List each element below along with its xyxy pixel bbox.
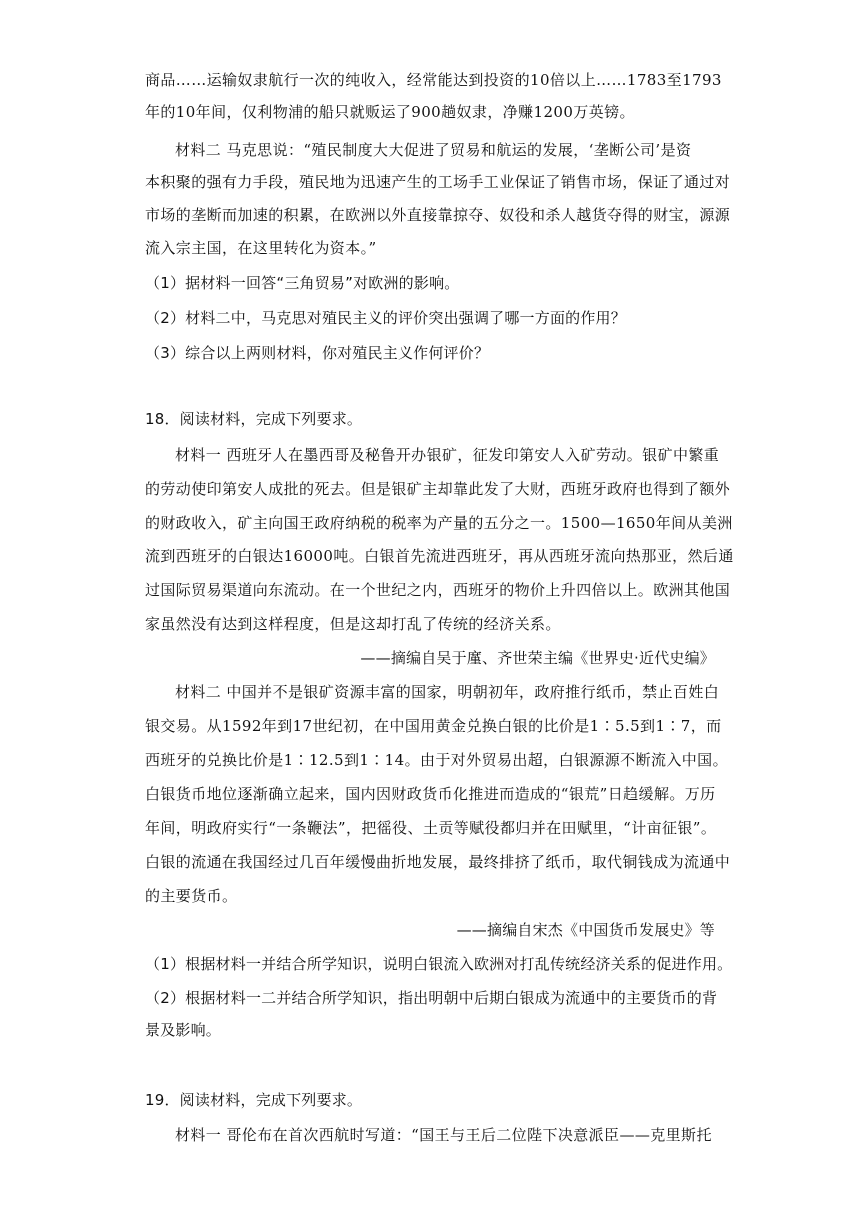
- text-line: 流到西班牙的白银达16000吨。白银首先流进西班牙，再从西班牙流向热那亚，然后通: [145, 547, 734, 565]
- text-line: 西班牙的兑换比价是1∶12.5到1∶14。由于对外贸易出超，白银源源不断流入中国。: [145, 751, 728, 769]
- text-line: 白银货币地位逐渐确立起来，国内因财政货币化推进而造成的“银荒”日趋缓解。万历: [145, 785, 716, 803]
- text-line: 材料二 马克思说：“殖民制度大大促进了贸易和航运的发展，‘垄断公司’是资: [175, 141, 692, 159]
- text-line: 本积聚的强有力手段，殖民地为迅速产生的工场手工业保证了销售市场，保证了通过对: [145, 173, 731, 191]
- question-1: （1）据材料一回答“三角贸易”对欧洲的影响。: [145, 274, 460, 292]
- text-line: 材料一 西班牙人在墨西哥及秘鲁开办银矿，征发印第安人入矿劳动。银矿中繁重: [175, 446, 720, 464]
- text-line: 材料二 中国并不是银矿资源丰富的国家，明朝初年，政府推行纸币，禁止百姓白: [175, 683, 720, 701]
- text-line: 的财政收入，矿主向国王政府纳税的税率为产量的五分之一。1500—1650年间从美洲: [145, 514, 733, 532]
- text-line: 银交易。从1592年到17世纪初，在中国用黄金兑换白银的比价是1∶5.5到1∶7，而: [145, 717, 722, 735]
- text-line: 材料一 哥伦布在首次西航时写道：“国王与王后二位陛下决意派臣——克里斯托: [175, 1126, 712, 1144]
- text-line: 流入宗主国，在这里转化为资本。”: [145, 239, 377, 257]
- text-line: 市场的垄断而加速的积累，在欧洲以外直接靠掠夺、奴役和杀人越货夺得的财宝，源源: [145, 206, 731, 224]
- question-3: （3）综合以上两则材料，你对殖民主义作何评价？: [145, 344, 490, 362]
- text-line: 的劳动使印第安人成批的死去。但是银矿主却靠此发了大财，西班牙政府也得到了额外: [145, 480, 731, 498]
- question-2: （2）根据材料一二并结合所学知识，指出明朝中后期白银成为流通中的主要货币的背: [145, 989, 718, 1007]
- text-line: 年的10年间，仅利物浦的船只就贩运了900趟奴隶，净赚1200万英镑。: [145, 103, 635, 121]
- text-line: 家虽然没有达到这样程度，但是这却打乱了传统的经济关系。: [145, 615, 561, 633]
- question-19-heading: 19．阅读材料，完成下列要求。: [145, 1091, 363, 1109]
- question-2: （2）材料二中，马克思对殖民主义的评价突出强调了哪一方面的作用？: [145, 309, 626, 327]
- text-line: 白银的流通在我国经过几百年缓慢曲折地发展，最终排挤了纸币，取代铜钱成为流通中: [145, 853, 731, 871]
- text-line: 的主要货币。: [145, 887, 238, 905]
- question-18-heading: 18．阅读材料，完成下列要求。: [145, 410, 363, 428]
- question-1: （1）根据材料一并结合所学知识，说明白银流入欧洲对打乱传统经济关系的促进作用。: [145, 955, 733, 973]
- text-line: 景及影响。: [145, 1021, 222, 1039]
- text-line: 年间，明政府实行“一条鞭法”，把徭役、土贡等赋役都归并在田赋里，“计亩征银”。: [145, 819, 717, 837]
- source-citation: ——摘编自吴于廑、齐世荣主编《世界史·近代史编》: [360, 649, 715, 667]
- source-citation: ——摘编自宋杰《中国货币发展史》等: [456, 921, 715, 939]
- text-line: 商品……运输奴隶航行一次的纯收入，经常能达到投资的10倍以上……1783至1793: [145, 71, 722, 89]
- text-line: 过国际贸易渠道向东流动。在一个世纪之内，西班牙的物价上升四倍以上。欧洲其他国: [145, 581, 731, 599]
